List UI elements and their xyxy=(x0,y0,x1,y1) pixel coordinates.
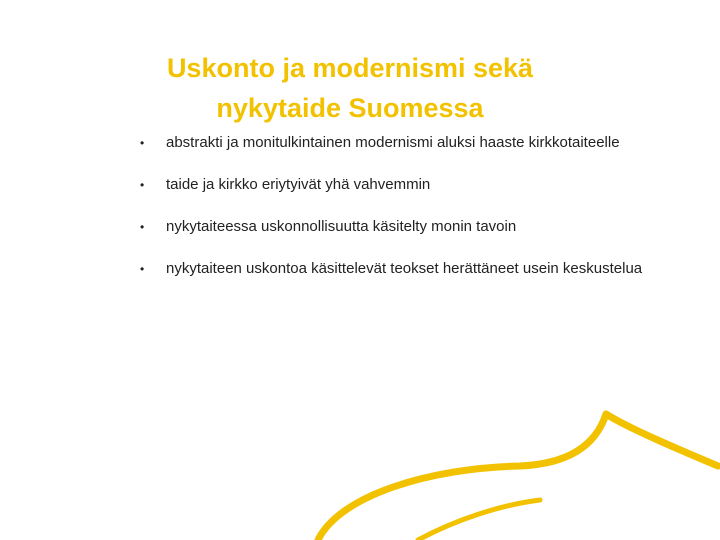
bullet-text: abstrakti ja monitulkintainen modernismi aluksi haaste kirkkotaiteelle xyxy=(166,134,620,151)
bullet-item xyxy=(140,212,700,242)
bullet-text: nykytaiteen uskontoa käsittelevät teokset herättäneet usein keskustelua xyxy=(166,260,643,277)
slide-title xyxy=(100,48,600,128)
bullet-item xyxy=(140,254,700,284)
swoosh-outer-curve xyxy=(318,414,606,540)
bullet-list xyxy=(140,128,700,296)
bullet-text: nykytaiteessa uskonnollisuutta käsitelty monin tavoin xyxy=(166,218,517,235)
bullet-item xyxy=(140,128,700,158)
bullet-marker: • xyxy=(140,136,145,150)
bullet-text: taide ja kirkko eriytyivät yhä vahvemmin xyxy=(166,176,431,193)
bullet-marker: • xyxy=(140,262,145,276)
slide-title-line-1: Uskonto ja modernismi sekä xyxy=(166,53,534,84)
bullet-marker: • xyxy=(140,178,145,192)
bullet-marker: • xyxy=(140,220,145,234)
swoosh-lower-curve xyxy=(418,500,540,540)
swoosh-right-curve xyxy=(606,414,718,466)
bullet-item xyxy=(140,170,700,200)
slide-title-line-2: nykytaide Suomessa xyxy=(216,93,484,124)
